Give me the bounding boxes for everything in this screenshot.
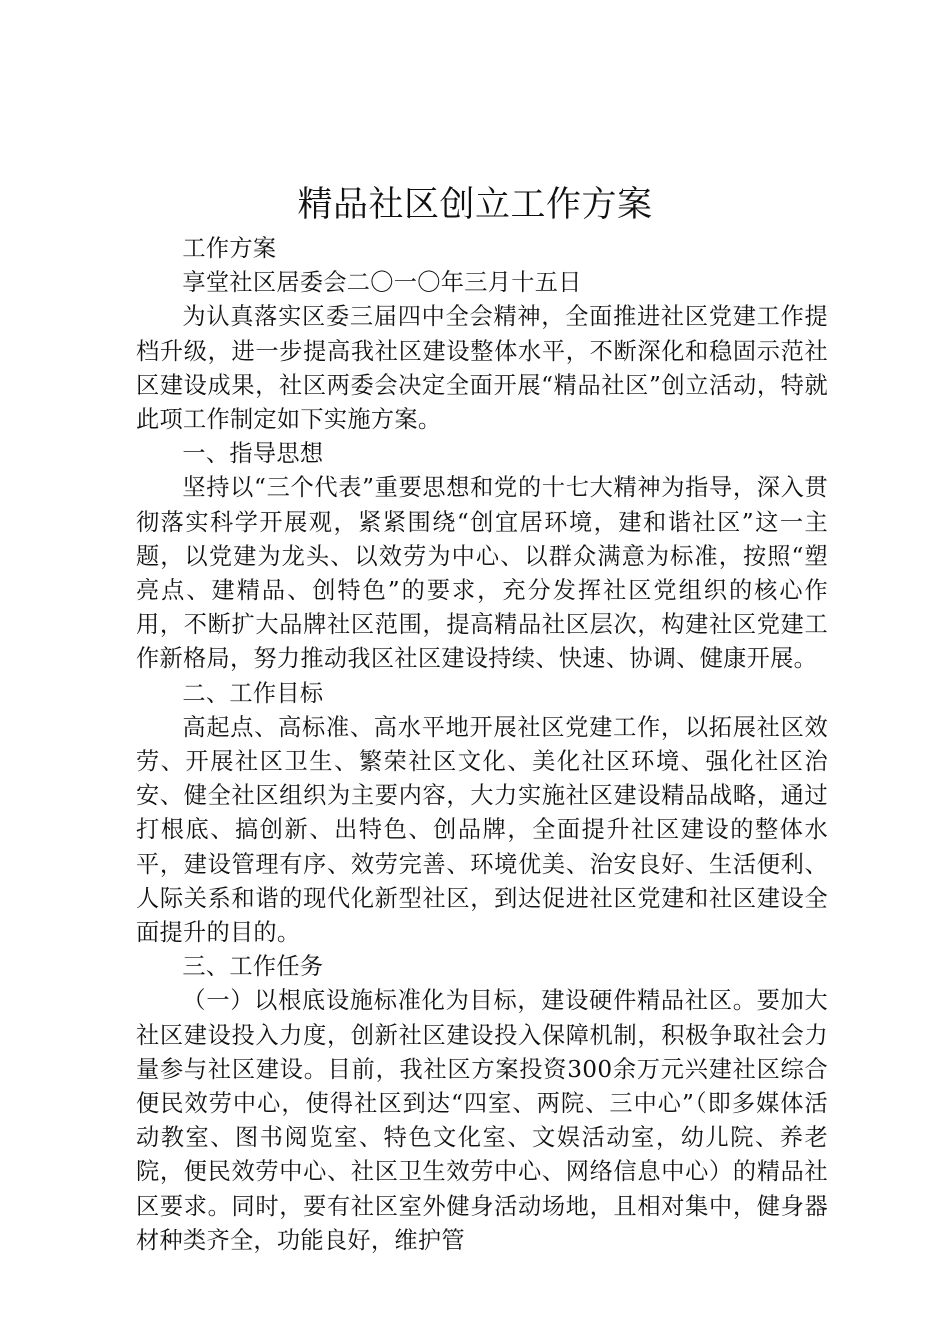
document-title: 精品社区创立工作方案 (297, 185, 653, 225)
document-body (136, 232, 828, 1258)
paragraph-work-tasks-1: （一）以根底设施标准化为目标，建设硬件精品社区。要加大社区建设投入力度，创新社区建设投入保障机制，积极争取社会力量参与社区建设。目前，我社区方案投资300余万元兴建社区综合便民效劳中心，使得社区到达“四室、两院、三中心”（即多媒体活动教室、图书阅览室、特色文化室、文娱活动室，幼儿院、养老院，便民效劳中心、社区卫生效劳中心、网络信息中心）的精品社区要求。同时，要有社区室外健身活动场地，且相对集中，健身器材种类齐全，功能良好，维护管 (136, 987, 828, 1254)
paragraph-guiding-ideology: 坚持以“三个代表”重要思想和党的十七大精神为指导，深入贯彻落实科学开展观，紧紧围绕“创宜居环境，建和谐社区”这一主题，以党建为龙头、以效劳为中心、以群众满意为标准，按照“塑亮点、建精品、创特色”的要求，充分发挥社区党组织的核心作用，不断扩大品牌社区范围，提高精品社区层次，构建社区党建工作新格局，努力推动我区社区建设持续、快速、协调、健康开展。 (136, 474, 828, 673)
paragraph-intro: 为认真落实区委三届四中全会精神，全面推进社区党建工作提档升级，进一步提高我社区建设整体水平，不断深化和稳固示范社区建设成果，社区两委会决定全面开展“精品社区”创立活动，特就此项工作制定如下实施方案。 (136, 303, 828, 434)
section-heading-guiding-ideology: 一、指导思想 (182, 440, 324, 468)
section-heading-work-tasks: 三、工作任务 (182, 953, 324, 981)
paragraph-doc-type: 工作方案 (182, 235, 277, 262)
paragraph-issuer-date: 享堂社区居委会二〇一〇年三月十五日 (182, 269, 582, 297)
paragraph-work-goals: 高起点、高标准、高水平地开展社区党建工作，以拓展社区效劳、开展社区卫生、繁荣社区文化、美化社区环境、强化社区治安、健全社区组织为主要内容，大力实施社区建设精品战略，通过打根底、搞创新、出特色、创品牌，全面提升社区建设的整体水平，建设管理有序、效劳完善、环境优美、治安良好、生活便利、人际关系和谐的现代化新型社区，到达促进社区党建和社区建设全面提升的目的。 (136, 713, 828, 947)
section-heading-work-goals: 二、工作目标 (182, 679, 324, 707)
